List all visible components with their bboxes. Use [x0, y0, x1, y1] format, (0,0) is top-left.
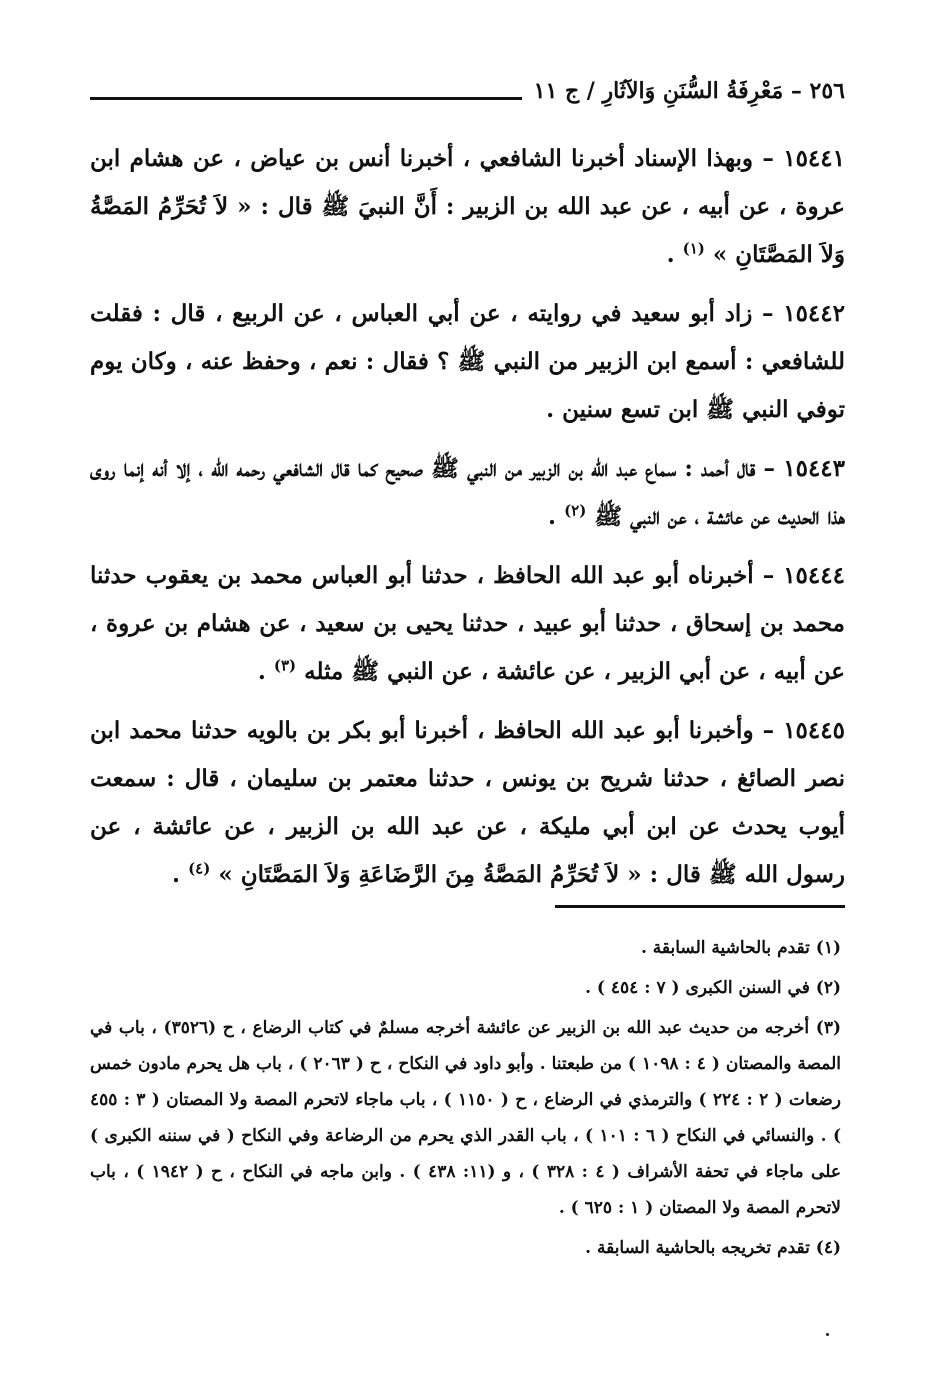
sentence-end: .: [257, 658, 266, 685]
footnotes: [90, 930, 845, 1270]
footnote-ref: (٣): [273, 656, 297, 675]
footnote: (٢) في السنن الكبرى ( ٧ : ٤٥٤ ) .: [585, 978, 841, 998]
main-text: [90, 135, 845, 910]
hadith-number: ١٥٤٤٣ –: [763, 455, 846, 482]
footnote-ref: (٤): [188, 859, 211, 878]
hadith-paragraph: [90, 707, 845, 899]
page-header: [90, 72, 845, 106]
hadith-text: قال أحمد : سماع عبد الله بن الزبير من النبي ﷺ صحيح كما قال الشافعي رحمه الله ، إلا أنه إنما روى هذا الحديث عن عائشة ، عن النبي ﷺ: [90, 455, 845, 530]
footnote: (٣) أخرجه من حديث عبد الله بن الزبير عن عائشة أخرجه مسلمٌ في كتاب الرضاع ، ح (٣٥٢٦) ، باب في المصة والمصتان ( ٤ : ١٠٩٨ ) من طبعتنا . وأبو داود في النكاح ، ح ( ٢٠٦٣ ) ، باب هل يحرم مادون خمس رضعات ( ٢ : ٢٢٤ ) والترمذي في الرضاع ، ح ( ١١٥٠ ) ، باب ماجاء لاتحرم المصة ولا المصتان ( ٣ : ٤٥٥ ) . والنسائي في النكاح ( ٦ : ١٠١ ) ، باب القدر الذي يحرم من الرضاعة وفي النكاح ( في سننه الكبرى ) على ماجاء في تحفة الأشراف ( ٤ : ٣٢٨ ) ، و (١١: ٤٣٨ ) . وابن ماجه في النكاح ، ح ( ١٩٤٢ ) ، باب لاتحرم المصة ولا المصتان ( ١ : ٦٢٥ ) .: [90, 1018, 841, 1218]
sentence-end: .: [172, 861, 181, 888]
hadith-paragraph: [90, 290, 845, 434]
sentence-end: .: [548, 503, 557, 530]
hadith-paragraph: [90, 552, 845, 696]
hadith-number: ١٥٤٤٤ –: [762, 562, 845, 589]
scan-speck: [826, 1333, 829, 1336]
footnote: (١) تقدم بالحاشية السابقة .: [640, 938, 841, 958]
hadith-text: أخبرناه أبو عبد الله الحافظ ، حدثنا أبو العباس محمد بن يعقوب حدثنا محمد بن إسحاق ، حدثنا أبو عبيد ، حدثنا يحيى بن سعيد ، عن هشام بن عروة ، عن أبيه ، عن أبي الزبير ، عن عائشة ، عن النبي ﷺ مثله: [90, 562, 845, 685]
hadith-number: ١٥٤٤٥ –: [762, 717, 845, 744]
footnote-ref: (٢): [564, 501, 587, 520]
hadith-number: ١٥٤٤٢ –: [762, 300, 845, 327]
header-rule: [90, 97, 522, 100]
footnote: (٤) تقدم تخريجه بالحاشية السابقة .: [585, 1238, 841, 1258]
hadith-text: وبهذا الإسناد أخبرنا الشافعي ، أخبرنا أنس بن عياض ، عن هشام ابن عروة ، عن أبيه ، عن عبد الله بن الزبير : أَنَّ النبيَ ﷺ قال : « لاَ تُحَرِّمُ المَصَّةُ وَلاَ المَصَّتَانِ »: [90, 145, 845, 268]
sentence-end: .: [666, 241, 675, 268]
hadith-number: ١٥٤٤١ –: [762, 145, 845, 172]
hadith-paragraph: [90, 135, 845, 279]
hadith-text: زاد أبو سعيد في روايته ، عن أبي العباس ، عن الربيع ، قال : فقلت للشافعي : أسمع ابن الزبير من النبي ﷺ ؟ فقال : نعم ، وحفظ عنه ، وكان يوم توفي النبي ﷺ ابن تسع سنين .: [90, 300, 845, 423]
hadith-text: وأخبرنا أبو عبد الله الحافظ ، أخبرنا أبو بكر بن بالويه حدثنا محمد ابن نصر الصائغ ، حدثنا شريح بن يونس ، حدثنا معتمر بن سليمان ، قال : سمعت أيوب يحدث عن ابن أبي مليكة ، عن عبد الله بن الزبير ، عن عائشة ، عن رسول الله ﷺ قال : « لاَ تُحَرِّمُ المَصَّةُ مِنَ الرَّضَاعَةِ وَلاَ المَصَّتَانِ »: [90, 717, 845, 888]
running-head: ٢٥٦ – مَعْرِفَةُ السُّنَنِ وَالآثَارِ / ج ١١: [533, 78, 845, 104]
hadith-paragraph: [90, 445, 845, 541]
footnote-separator: [555, 905, 845, 908]
footnote-ref: (١): [682, 239, 705, 258]
